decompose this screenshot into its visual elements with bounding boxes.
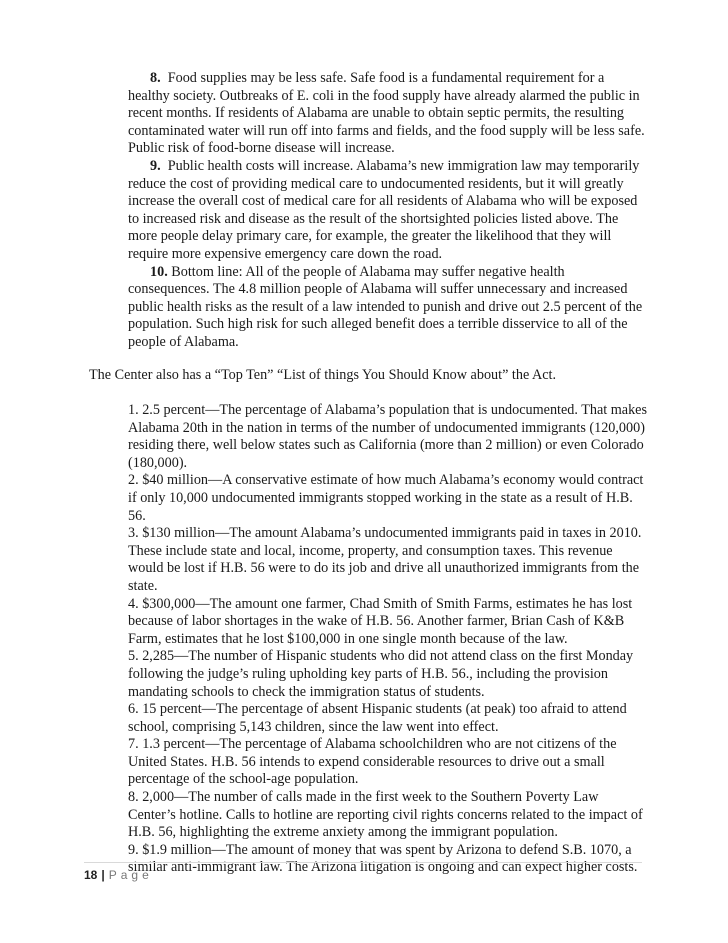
list-item: 7. 1.3 percent—The percentage of Alabama schoolchildren who are not citizens of the United States. H.B. 56 intends to expend considerable resources to drive out a small percentage of the school-age population. [128, 736, 617, 788]
top-ten-list [128, 402, 648, 877]
page-footer [84, 868, 153, 882]
list-item: 1. 2.5 percent—The percentage of Alabama’s population that is undocumented. That makes Alabama 20th in the nation in terms of the number of undocumented immigrants (120,000) residing there, well below states such as California (more than 2 million) or even Colorado (180,000). [128, 402, 647, 471]
top-ten-intro: The Center also has a “Top Ten” “List of things You Should Know about” the Act. [89, 367, 557, 383]
list-item: 4. $300,000—The amount one farmer, Chad Smith of Smith Farms, estimates he has lost because of labor shortages in the wake of H.B. 56. Another farmer, Brian Cash of K&B Farm, estimates that he lost $100,000 in one single month because of the law. [128, 595, 633, 647]
list-item: 6. 15 percent—The percentage of absent Hispanic students (at peak) too afraid to attend school, comprising 5,143 children, since the law went into effect. [128, 701, 627, 735]
list-item: 8. 2,000—The number of calls made in the first week to the Southern Poverty Law Center’s hotline. Calls to hotline are reporting civil rights concerns related to the impact of H.B. 56, highlighting the extreme anxiety among the immigrant population. [128, 789, 643, 841]
paragraph-number: 9. [150, 157, 161, 174]
list-item: 3. $130 million—The amount Alabama’s undocumented immigrants paid in taxes in 2010. These include state and local, income, property, and consumption taxes. This revenue would be lost if H.B. 56 were to do its job and drive all unauthorized immigrants from the state. [128, 525, 642, 594]
list-item: 5. 2,285—The number of Hispanic students who did not attend class on the first Monday following the judge’s ruling upholding key parts of H.B. 56., including the provision mandating schools to check the immigration status of students. [128, 648, 634, 700]
numbered-paragraphs [128, 70, 648, 352]
footer-separator: | [101, 868, 105, 882]
paragraph-text: Food supplies may be less safe. Safe food is a fundamental requirement for a healthy society. Outbreaks of E. coli in the food supply have already alarmed the public in recent months. If residents of Alabama are unable to obtain septic permits, the resulting contaminated water will run off into farms and fields, and the food supply will be less safe. Public risk of food-borne disease will increase. [128, 70, 645, 157]
page-number: 18 [84, 868, 98, 882]
paragraph-text: Bottom line: All of the people of Alabama may suffer negative health consequences. The 4.8 million people of Alabama will suffer unnecessary and increased public health risks as the result of a law intended to punish and drive out 2.5 percent of the population. Such high risk for such alleged benefit does a terrible disservice to all of the people of Alabama. [128, 263, 643, 350]
footer-divider [84, 862, 642, 863]
paragraph-8 [128, 70, 648, 158]
paragraph-number: 10. [150, 263, 168, 280]
paragraph-text: Public health costs will increase. Alabama’s new immigration law may temporarily reduce the cost of providing medical care to undocumented residents, but it will greatly increase the overall cost of medical care for all residents of Alabama who will be exposed to increased risk and disease as the result of the shortsighted policies listed above. The more people delay primary care, for example, the greater the likelihood that they will require more expensive emergency care down the road. [128, 157, 640, 262]
list-item: 2. $40 million—A conservative estimate of how much Alabama’s economy would contract if only 10,000 undocumented immigrants stopped working in the state as a result of H.B. 56. [128, 472, 644, 524]
list-item: 9. $1.9 million—The amount of money that was spent by Arizona to defend S.B. 1070, a similar anti-immigrant law. The Arizona litigation is ongoing and can expect higher costs. [128, 841, 638, 876]
paragraph-number: 8. [150, 70, 161, 86]
paragraph-9 [128, 158, 648, 264]
paragraph-10 [128, 264, 648, 352]
page-label: Page [108, 868, 153, 882]
